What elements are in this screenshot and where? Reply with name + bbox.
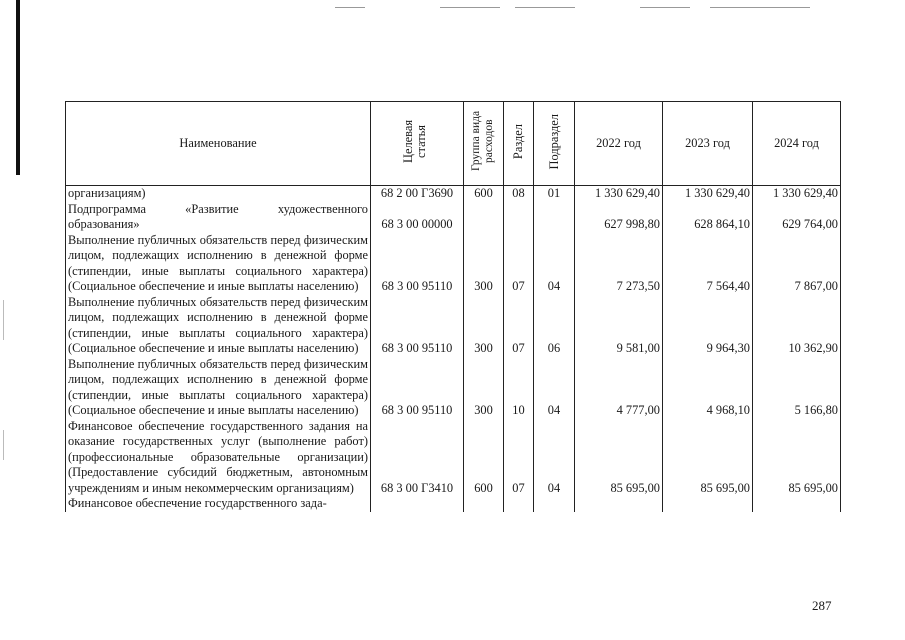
cell-2022: 627 998,80	[575, 202, 663, 233]
cell-section: 07	[504, 419, 534, 497]
header-subsection: Подраздел	[534, 102, 575, 186]
table-row	[66, 233, 841, 295]
cell-subsection: 06	[534, 295, 575, 357]
cell-name: Выполнение публичных обязательств перед физическим лицом, подлежащих исполнению в денежной форме (стипендии, иные выплаты социального характера) (Социальное обеспечение и иные выплаты населению)	[66, 357, 371, 419]
cell-2024: 5 166,80	[753, 357, 841, 419]
cell-expense-group	[464, 496, 504, 512]
cell-2023: 1 330 629,40	[663, 186, 753, 202]
scan-artifact	[440, 7, 500, 8]
cell-2022: 85 695,00	[575, 419, 663, 497]
cell-expense-group: 300	[464, 233, 504, 295]
table-row	[66, 186, 841, 202]
cell-section: 10	[504, 357, 534, 419]
header-2022: 2022 год	[575, 102, 663, 186]
cell-2024: 7 867,00	[753, 233, 841, 295]
cell-subsection: 04	[534, 233, 575, 295]
cell-target-article: 68 2 00 Г3690	[371, 186, 464, 202]
cell-2024: 85 695,00	[753, 419, 841, 497]
page-number: 287	[812, 598, 832, 613]
cell-subsection: 04	[534, 419, 575, 497]
cell-2024: 10 362,90	[753, 295, 841, 357]
cell-name: Выполнение публичных обязательств перед физическим лицом, подлежащих исполнению в денежной форме (стипендии, иные выплаты социального характера) (Социальное обеспечение и иные выплаты населению)	[66, 295, 371, 357]
cell-target-article: 68 3 00 00000	[371, 202, 464, 233]
table-row	[66, 357, 841, 419]
cell-2022: 9 581,00	[575, 295, 663, 357]
header-section: Раздел	[504, 102, 534, 186]
cell-2024: 1 330 629,40	[753, 186, 841, 202]
cell-section: 08	[504, 186, 534, 202]
cell-2024	[753, 496, 841, 512]
cell-target-article: 68 3 00 Г3410	[371, 419, 464, 497]
header-expense-group: Группа вида расходов	[464, 102, 504, 186]
cell-name: Выполнение публичных обязательств перед физическим лицом, подлежащих исполнению в денежной форме (стипендии, иные выплаты социального характера) (Социальное обеспечение и иные выплаты населению)	[66, 233, 371, 295]
scan-artifact	[3, 300, 4, 340]
cell-2022: 1 330 629,40	[575, 186, 663, 202]
cell-target-article: 68 3 00 95110	[371, 357, 464, 419]
cell-section: 07	[504, 233, 534, 295]
cell-section	[504, 202, 534, 233]
table-row	[66, 295, 841, 357]
cell-subsection: 01	[534, 186, 575, 202]
cell-section	[504, 496, 534, 512]
cell-2023	[663, 496, 753, 512]
cell-name: организациям)	[66, 186, 371, 202]
cell-2022: 7 273,50	[575, 233, 663, 295]
table-header-row	[66, 102, 841, 186]
header-target-article: Целевая статья	[371, 102, 464, 186]
scan-left-border	[16, 0, 20, 175]
scan-artifact	[3, 430, 4, 460]
cell-expense-group: 600	[464, 186, 504, 202]
cell-subsection: 04	[534, 357, 575, 419]
table-row	[66, 419, 841, 497]
scan-artifact	[640, 7, 690, 8]
cell-2024: 629 764,00	[753, 202, 841, 233]
cell-target-article: 68 3 00 95110	[371, 295, 464, 357]
header-2023: 2023 год	[663, 102, 753, 186]
cell-2022	[575, 496, 663, 512]
cell-expense-group: 300	[464, 295, 504, 357]
cell-expense-group	[464, 202, 504, 233]
cell-name: Финансовое обеспечение государственного задания на оказание государственных услуг (выполнение работ) (профессиональные образовательные организации) (Предоставление субсидий бюджетным, автономным учреждениям и иным некоммерческим организациям)	[66, 419, 371, 497]
cell-expense-group: 300	[464, 357, 504, 419]
table-row	[66, 496, 841, 512]
cell-expense-group: 600	[464, 419, 504, 497]
cell-name: Подпрограмма «Развитие художественного образования»	[66, 202, 371, 233]
cell-section: 07	[504, 295, 534, 357]
cell-target-article: 68 3 00 95110	[371, 233, 464, 295]
scan-artifact	[515, 7, 575, 8]
cell-2023: 7 564,40	[663, 233, 753, 295]
scan-artifact	[710, 7, 810, 8]
cell-subsection	[534, 202, 575, 233]
table-row	[66, 202, 841, 233]
cell-2023: 85 695,00	[663, 419, 753, 497]
header-2024: 2024 год	[753, 102, 841, 186]
cell-2023: 628 864,10	[663, 202, 753, 233]
cell-2023: 9 964,30	[663, 295, 753, 357]
budget-table	[65, 101, 841, 512]
header-name: Наименование	[66, 102, 371, 186]
scan-artifact	[335, 7, 365, 8]
cell-target-article	[371, 496, 464, 512]
table-body	[66, 186, 841, 512]
cell-name: Финансовое обеспечение государственного зада-	[66, 496, 371, 512]
cell-2022: 4 777,00	[575, 357, 663, 419]
cell-subsection	[534, 496, 575, 512]
cell-2023: 4 968,10	[663, 357, 753, 419]
